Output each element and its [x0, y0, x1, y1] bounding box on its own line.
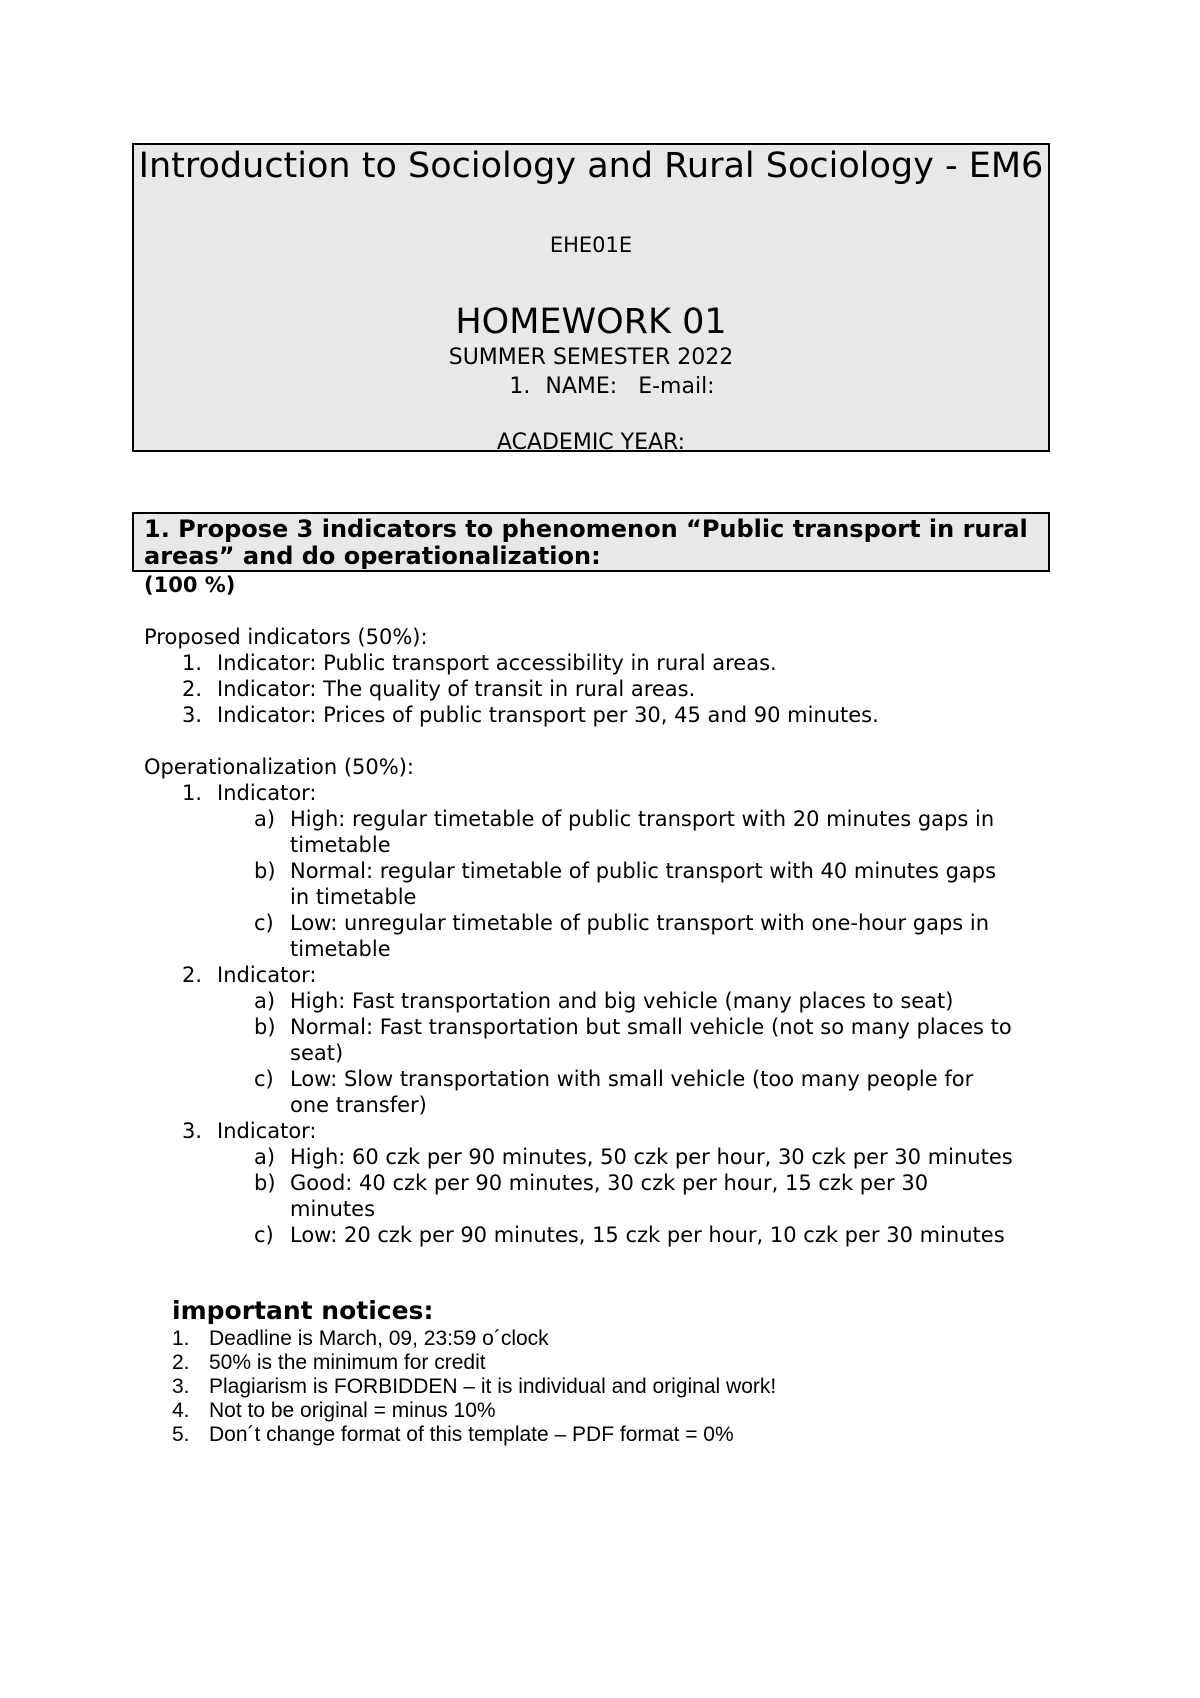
item-line: timetable [290, 937, 391, 961]
name-label: NAME: [545, 374, 618, 399]
item-letter: b) [254, 859, 276, 883]
indicator-num: 3. [182, 703, 203, 727]
semester-label: SUMMER SEMESTER 2022 [448, 345, 734, 370]
notice-num: 3. [172, 1375, 190, 1398]
indicators-heading: Proposed indicators (50%): [144, 625, 428, 649]
item-line: Low: unregular timetable of public transport with one-hour gaps in [290, 911, 990, 935]
notice-text: Deadline is March, 09, 23:59 o´clock [209, 1327, 549, 1350]
item-line: High: regular timetable of public transport with 20 minutes gaps in [290, 807, 995, 831]
operationalization-heading: Operationalization (50%): [144, 755, 414, 779]
item-letter: a) [254, 989, 276, 1013]
indicator-text: Indicator: Prices of public transport per 30, 45 and 90 minutes. [217, 703, 879, 727]
item-letter: c) [254, 1067, 274, 1091]
item-line: seat) [290, 1041, 344, 1065]
group-label: Indicator: [217, 781, 317, 805]
group-label: Indicator: [217, 963, 317, 987]
indicator-num: 1. [182, 651, 203, 675]
academic-year-label: ACADEMIC YEAR: [496, 430, 686, 455]
indicator-text: Indicator: The quality of transit in rural areas. [217, 677, 696, 701]
group-num: 3. [182, 1119, 203, 1143]
homework-title: HOMEWORK 01 [455, 302, 727, 342]
item-line: Low: 20 czk per 90 minutes, 15 czk per hour, 10 czk per 30 minutes [290, 1223, 1005, 1247]
question-weight: (100 %) [144, 573, 236, 597]
item-letter: a) [254, 807, 276, 831]
question-box: 1. Propose 3 indicators to phenomenon “Public transport in rural areas” and do operationalization: [132, 512, 1050, 572]
item-letter: c) [254, 911, 274, 935]
item-line: Normal: regular timetable of public transport with 40 minutes gaps [290, 859, 997, 883]
item-line: in timetable [290, 885, 417, 909]
item-letter: b) [254, 1015, 276, 1039]
group-num: 1. [182, 781, 203, 805]
item-line: High: Fast transportation and big vehicle (many places to seat) [290, 989, 954, 1013]
name-email-line [134, 373, 1048, 401]
notice-num: 4. [172, 1399, 190, 1422]
header-box [132, 143, 1050, 455]
item-line: Low: Slow transportation with small vehicle (too many people for [290, 1067, 974, 1091]
item-letter: a) [254, 1145, 276, 1169]
notices-heading: important notices: [172, 1296, 434, 1325]
notice-num: 5. [172, 1423, 190, 1446]
name-number: 1. [509, 374, 531, 399]
group-label: Indicator: [217, 1119, 317, 1143]
notice-text: Plagiarism is FORBIDDEN – it is individual and original work! [209, 1375, 777, 1398]
item-line: Normal: Fast transportation but small vehicle (not so many places to [290, 1015, 1012, 1039]
email-label: E-mail: [638, 374, 715, 399]
notice-text: Not to be original = minus 10% [209, 1399, 496, 1422]
item-line: timetable [290, 833, 391, 857]
notice-text: 50% is the minimum for credit [209, 1351, 486, 1374]
item-line: one transfer) [290, 1093, 427, 1117]
item-letter: b) [254, 1171, 276, 1195]
item-line: minutes [290, 1197, 376, 1221]
course-title: Introduction to Sociology and Rural Sociology - EM6 [138, 146, 1044, 186]
item-line: High: 60 czk per 90 minutes, 50 czk per hour, 30 czk per 30 minutes [290, 1145, 1013, 1169]
item-line: Good: 40 czk per 90 minutes, 30 czk per hour, 15 czk per 30 [290, 1171, 929, 1195]
group-num: 2. [182, 963, 203, 987]
course-code: EHE01E [549, 233, 633, 257]
notice-num: 2. [172, 1351, 190, 1374]
indicator-num: 2. [182, 677, 203, 701]
indicator-text: Indicator: Public transport accessibility in rural areas. [217, 651, 777, 675]
notice-text: Don´t change format of this template – PDF format = 0% [209, 1423, 734, 1446]
item-letter: c) [254, 1223, 274, 1247]
notice-num: 1. [172, 1327, 190, 1350]
